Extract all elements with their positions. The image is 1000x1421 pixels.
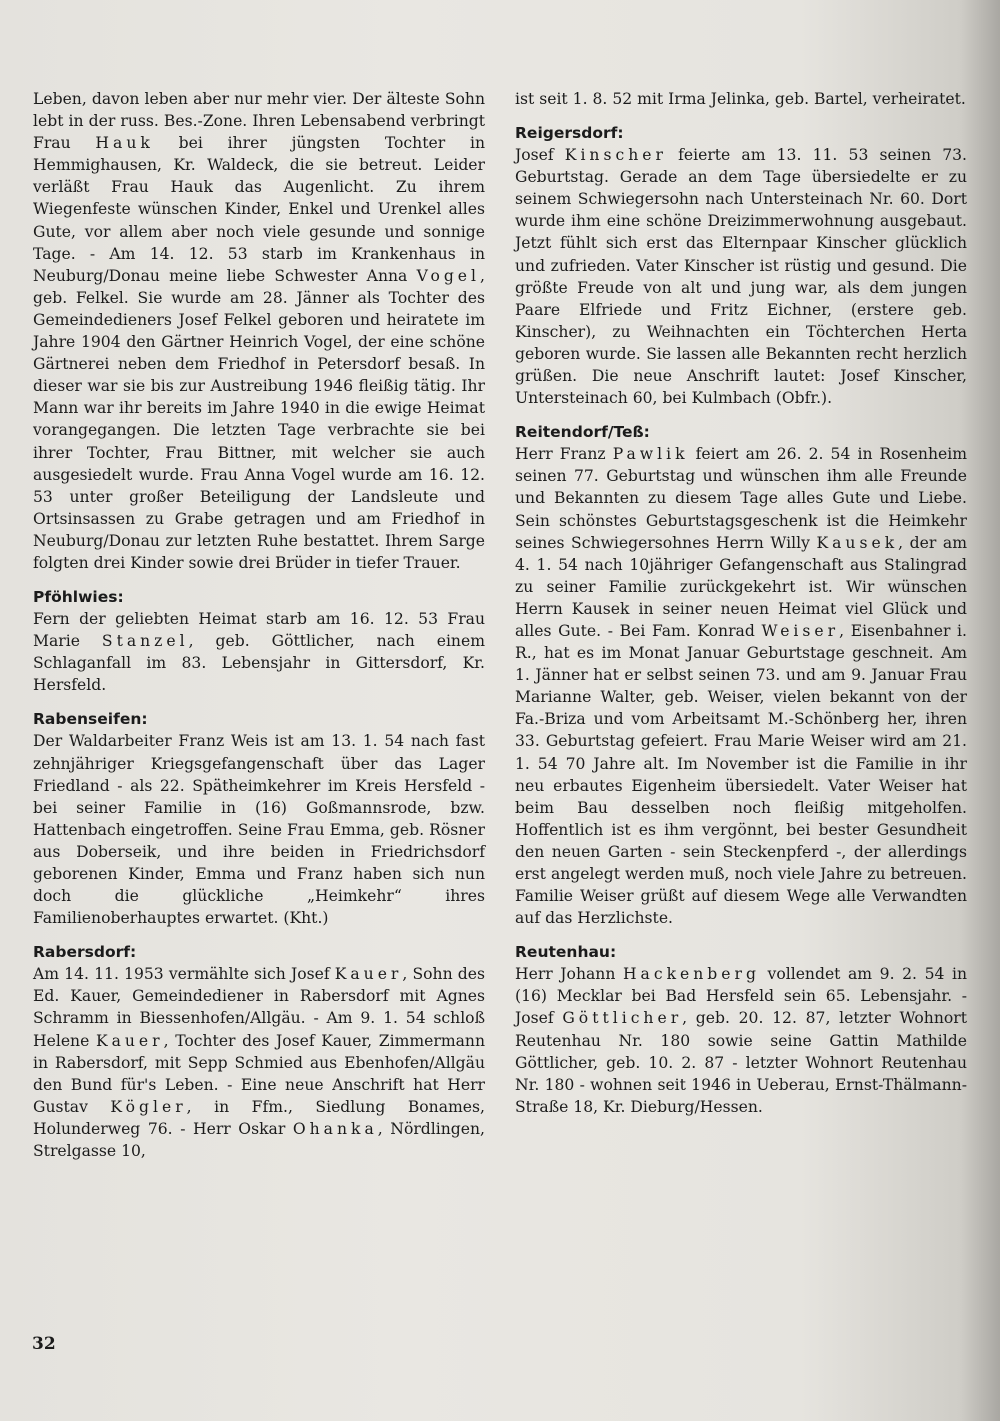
- text-run: , Nördlingen, Strelgasse 10,: [33, 1119, 485, 1161]
- section-heading-reutenhau: Reutenhau:: [515, 943, 617, 962]
- spaced-name: Stanzel: [101, 632, 189, 651]
- left-column: [33, 88, 485, 1162]
- section-heading-rabenseifen: Rabenseifen:: [33, 710, 148, 729]
- text-run: feierte am 13. 11. 53 seinen 73. Geburtstag. Gerade an dem Tage übersiedelte er zu seinem Schwiegersohn nach Untersteinach Nr. 60. Dort wurde ihm eine schöne Dreizimmerwohnung ausgebaut. Jetzt fühlt sich erst das Elternpaar Kinscher glücklich und zufrieden. Vater Kinscher ist rüstig und gesund. Die größte Freude von alt und jung war, als dem jungen Paare Elfriede und Fritz Eichner, (erstere geb. Kinscher), zu Weihnachten ein Töchterchen Herta geboren wurde. Sie lassen alle Bekannten recht herzlich grüßen. Die neue Anschrift lautet: Josef Kinscher, Untersteinach 60, bei Kulmbach (Obfr.).: [515, 146, 967, 408]
- section-heading-rabersdorf: Rabersdorf:: [33, 943, 137, 962]
- text-run: , in Ffm., Siedlung Bonames, Holunderweg 76. - Herr Oskar: [33, 1097, 485, 1138]
- article-paragraph: [33, 88, 485, 574]
- text-run: ist seit 1. 8. 52 mit Irma Jelinka, geb. Bartel, verheiratet.: [515, 90, 966, 108]
- section-text-reitendorf: [515, 443, 967, 929]
- section-heading-reigersdorf: Reigersdorf:: [515, 124, 624, 143]
- spaced-name: Göttlicher: [562, 1009, 683, 1028]
- spaced-name: Kinscher: [564, 146, 667, 165]
- text-run: Fern der geliebten Heimat starb am 16. 12. 53 Frau Marie: [33, 610, 485, 651]
- spaced-name: Weiser: [761, 621, 840, 640]
- text-run: Der Waldarbeiter Franz Weis ist am 13. 1. 54 nach fast zehnjähriger Kriegsgefangenschaft über das Lager Friedland - als 22. Spätheimkehrer im Kreis Hersfeld - bei seiner Familie in (16) Goßmannsrode, bzw. Hattenbach eingetroffen. Seine Frau Emma, geb. Rösner aus Doberseik, und ihre beiden in Friedrichsdorf geborenen Kinder, Emma und Franz haben sich nun doch die glückliche „Heimkehr“ ihres Familienoberhauptes erwartet. (Kht.): [33, 732, 485, 928]
- section-heading-reitendorf: Reitendorf/Teß:: [515, 423, 650, 442]
- text-run: Leben, davon leben aber nur mehr vier. Der ältestе Sohn lebt in der russ. Bes.-Zone. Ihren Lebensabend verbringt Frau: [33, 90, 485, 153]
- text-run: vollendet am 9. 2. 54 in (16) Mecklar bei Bad Hersfeld sein 65. Lebensjahr. - Josef: [515, 965, 968, 1028]
- text-run: , Eisenbahner i. R., hat es im Monat Januar Geburtstage geschneit. Am 1. Jänner hat er selbst seinen 73. und am 9. Januar Frau Marianne Walter, geb. Weiser, vielen bekannt von der Fa.-Briza und vom Arbeitsamt M.-Schönberg her, ihren 33. Geburtstag gefeiert. Frau Marie Weiser wird am 21. 1. 54 70 Jahre alt. Im November ist die Familie in ihr neu erbautes Eigenheim übersiedelt. Vater Weiser hat beim Bau desselben noch fleißig mitgeholfen. Hoffentlich ist es ihm vergönnt, bei bester Gesundheit den neuen Garten - sein Steckenpferd -, der allerdings erst angelegt werden muß, noch viele Jahre zu betreuen. Familie Weiser grüßt auf diesem Wege alle Verwandten auf das Herzlichste.: [515, 621, 967, 928]
- text-run: Josef: [515, 146, 565, 165]
- spaced-name: Kausek: [816, 533, 899, 552]
- spaced-name: Hackenberg: [622, 965, 760, 984]
- text-run: Herr Johann: [515, 965, 623, 984]
- spaced-name: Kauer: [95, 1031, 164, 1050]
- text-run: Am 14. 11. 1953 vermählte sich Josef: [33, 965, 335, 984]
- page-number: 32: [32, 1334, 56, 1354]
- text-run: , Sohn des Ed. Kauer, Gemeindediener in Rabersdorf mit Agnes Schramm in Biessenhofen/Allgäu. - Am 9. 1. 54 schloß Helene: [33, 965, 485, 1050]
- section-text-rabenseifen: [33, 730, 485, 929]
- spaced-name: Ohanka: [292, 1119, 378, 1138]
- text-run: , geb. Felkel. Sie wurde am 28. Jänner als Tochter des Gemeindedieners Josef Felkel geboren und heiratete im Jahre 1904 den Gärtner Heinrich Vogel, der eine schöne Gärtnerei neben dem Friedhof in Petersdorf besaß. In dieser war sie bis zur Austreibung 1946 fleißig tätig. Ihr Mann war ihr bereits im Jahre 1940 in die ewige Heimat vorangegangen. Die letzten Tage verbrachte sie bei ihrer Tochter, Frau Bittner, mit welcher sie auch ausgesiedelt wurde. Frau Anna Vogel wurde am 16. 12. 53 unter großer Beteiligung der Landsleute und Ortsinsassen zu Grabe getragen und am Friedhof in Neuburg/Donau zur letzten Ruhe bestattet. Ihrem Sarge folgten drei Kinder sowie drei Brüder in tiefer Trauer.: [33, 266, 485, 572]
- article-paragraph: [515, 88, 967, 110]
- section-text-pfoehlwies: [33, 608, 485, 696]
- right-column: [515, 88, 967, 1118]
- text-run: bei ihrer jüngsten Tochter in Hemmighausen, Kr. Waldeck, die sie betreut. Leider verläßt Frau Hauk das Augenlicht. Zu ihrem Wiegenfeste wünschen Kinder, Enkel und Urenkel alles Gute, vor allem aber noch viele gesunde und sonnige Tage. - Am 14. 12. 53 starb im Krankenhaus in Neuburg/Donau meine liebe Schwester Anna: [33, 134, 485, 285]
- section-text-reutenhau: [515, 963, 967, 1118]
- section-text-rabersdorf: [33, 963, 485, 1162]
- text-run: , geb. Göttlicher, nach einem Schlaganfall im 83. Lebensjahr in Gittersdorf, Kr. Hersfeld.: [33, 632, 485, 695]
- section-text-reigersdorf: [515, 144, 967, 409]
- spaced-name: Kögler: [110, 1097, 187, 1116]
- spaced-name: Hauk: [95, 134, 154, 153]
- spaced-name: Kauer: [334, 965, 403, 984]
- text-run: , der am 4. 1. 54 nach 10jähriger Gefangenschaft aus Stalingrad zu seiner Familie zurückgekehrt ist. Wir wünschen Herrn Kausek in seiner neuen Heimat viel Glück und alles Gute. - Bei Fam. Konrad: [515, 533, 967, 640]
- text-run: feiert am 26. 2. 54 in Rosenheim seinen 77. Geburtstag und wünschen ihm alle Freunde und Bekannten zu diesem Tage alles Gute und Liebe. Sein schönstes Geburtstagsgeschenk ist die Heimkehr seines Schwiegersohnes Herrn Willy: [515, 445, 967, 552]
- text-run: , geb. 20. 12. 87, letzter Wohnort Reutenhau Nr. 180 sowie seine Gattin Mathilde Göttlicher, geb. 10. 2. 87 - letzter Wohnort Reutenhau Nr. 180 - wohnen seit 1946 in Ueberau, Ernst-Thälmann-Straße 18, Kr. Dieburg/Hessen.: [515, 1009, 967, 1116]
- text-run: Herr Franz: [515, 445, 613, 464]
- section-heading-pfoehlwies: Pföhlwies:: [33, 588, 124, 607]
- text-run: , Tochter des Josef Kauer, Zimmermann in Rabersdorf, mit Sepp Schmied aus Ebenhofen/Allgäu den Bund für's Leben. - Eine neue Anschrift hat Herr Gustav: [33, 1031, 485, 1116]
- spaced-name: Pawlik: [612, 445, 689, 464]
- spaced-name: Vogel: [416, 266, 481, 285]
